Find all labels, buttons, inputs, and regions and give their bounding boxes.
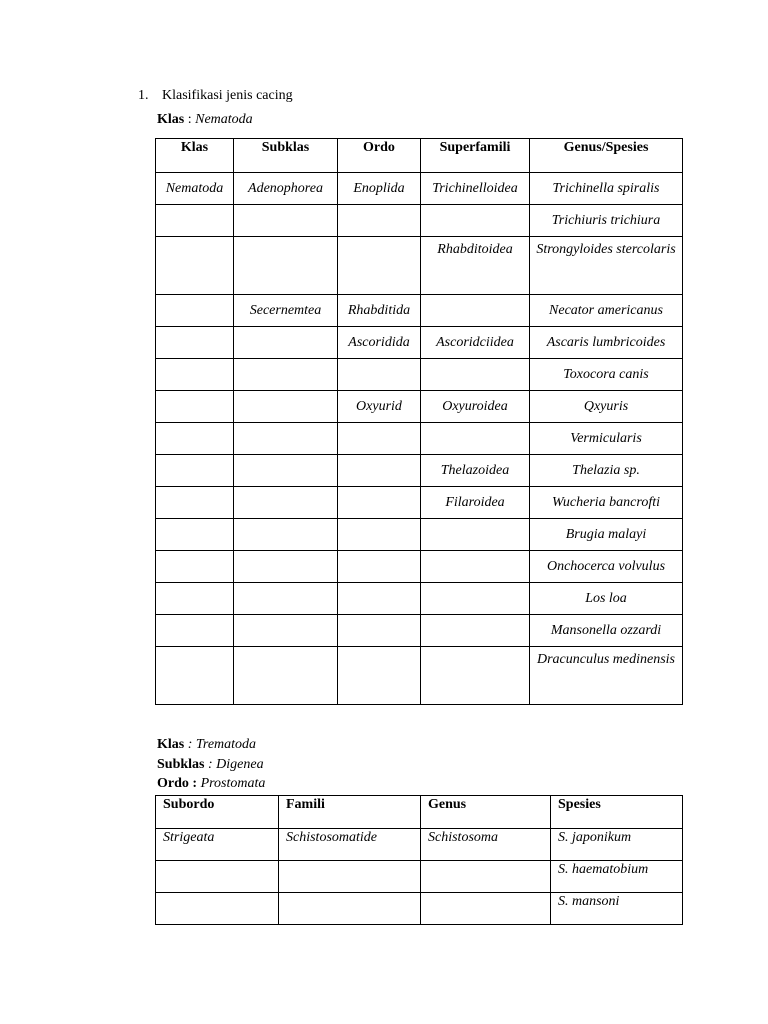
table-cell — [421, 893, 551, 925]
table-row — [156, 237, 683, 295]
table-cell: Los loa — [530, 583, 683, 615]
table-cell: Thelazoidea — [421, 455, 530, 487]
table-cell — [234, 615, 338, 647]
table-cell — [156, 391, 234, 423]
table-cell — [234, 237, 338, 295]
table-cell — [338, 237, 421, 295]
table-cell — [421, 359, 530, 391]
table-cell — [156, 861, 279, 893]
table-cell — [338, 455, 421, 487]
table-cell — [421, 583, 530, 615]
table-cell: Filaroidea — [421, 487, 530, 519]
table-cell: Schistosomatide — [279, 829, 421, 861]
section-heading — [138, 87, 293, 105]
table-cell — [234, 391, 338, 423]
table-cell: Adenophorea — [234, 173, 338, 205]
table-cell: S. japonikum — [551, 829, 683, 861]
table-cell — [156, 205, 234, 237]
subklas-value: : Digenea — [207, 757, 264, 772]
table-row — [156, 551, 683, 583]
table-cell: Oxyurid — [338, 391, 421, 423]
table-cell: Wucheria bancrofti — [530, 487, 683, 519]
table-cell: Vermicularis — [530, 423, 683, 455]
table-cell: Rhabditoidea — [421, 237, 530, 295]
column-header: Spesies — [551, 796, 683, 829]
table-cell: Ascoridciidea — [421, 327, 530, 359]
table-row — [156, 829, 683, 861]
table-cell — [156, 583, 234, 615]
table-row — [156, 327, 683, 359]
column-header: Klas — [156, 139, 234, 173]
table-cell: Oxyuroidea — [421, 391, 530, 423]
table-cell — [156, 295, 234, 327]
table-cell: Trichinella spiralis — [530, 173, 683, 205]
column-header: Famili — [279, 796, 421, 829]
table-cell: Onchocerca volvulus — [530, 551, 683, 583]
table-row — [156, 861, 683, 893]
table-cell: Ascoridida — [338, 327, 421, 359]
table-cell — [156, 551, 234, 583]
table-cell — [279, 893, 421, 925]
table-row — [156, 205, 683, 237]
table-row — [156, 615, 683, 647]
table-cell — [234, 423, 338, 455]
table-cell — [421, 551, 530, 583]
table-cell — [234, 359, 338, 391]
table-cell — [156, 893, 279, 925]
table-cell: Thelazia sp. — [530, 455, 683, 487]
table-header-row — [156, 139, 683, 173]
table-cell — [338, 487, 421, 519]
klas-label-2: Klas — [157, 737, 185, 752]
table-cell: Trichinelloidea — [421, 173, 530, 205]
table-cell: Dracunculus medinensis — [530, 647, 683, 705]
table-cell: Enoplida — [338, 173, 421, 205]
table-cell — [156, 327, 234, 359]
table-cell: Necator americanus — [530, 295, 683, 327]
table-cell — [234, 647, 338, 705]
table-cell — [338, 583, 421, 615]
table-cell — [156, 423, 234, 455]
klas-line-1: Klas : Nematoda — [157, 112, 253, 127]
table-row — [156, 583, 683, 615]
trematoda-table — [155, 795, 683, 925]
table-row — [156, 647, 683, 705]
table-cell: Secernemtea — [234, 295, 338, 327]
table-cell: Schistosoma — [421, 829, 551, 861]
table-cell — [338, 359, 421, 391]
table-cell — [421, 519, 530, 551]
table-cell — [338, 423, 421, 455]
table-cell — [421, 861, 551, 893]
table-cell: S. mansoni — [551, 893, 683, 925]
table-cell: Toxocora canis — [530, 359, 683, 391]
table-cell — [338, 615, 421, 647]
ordo-label: Ordo : — [157, 776, 198, 791]
table-row — [156, 487, 683, 519]
section-title: Klasifikasi jenis cacing — [162, 88, 293, 103]
table-cell — [421, 295, 530, 327]
table-cell — [421, 423, 530, 455]
table-cell — [234, 519, 338, 551]
subklas-label: Subklas — [157, 757, 205, 772]
table-cell: Brugia malayi — [530, 519, 683, 551]
table-cell — [234, 455, 338, 487]
column-header: Genus — [421, 796, 551, 829]
table-row — [156, 455, 683, 487]
table-cell — [421, 647, 530, 705]
table-cell — [338, 647, 421, 705]
table-cell — [234, 551, 338, 583]
table-cell — [421, 615, 530, 647]
column-header: Superfamili — [421, 139, 530, 173]
column-header: Subordo — [156, 796, 279, 829]
table-cell — [156, 487, 234, 519]
table-cell — [279, 861, 421, 893]
table-row — [156, 391, 683, 423]
column-header: Genus/Spesies — [530, 139, 683, 173]
table-cell — [156, 455, 234, 487]
column-header: Subklas — [234, 139, 338, 173]
table-cell: Trichiuris trichiura — [530, 205, 683, 237]
table-row — [156, 519, 683, 551]
table-cell — [234, 205, 338, 237]
table-row — [156, 423, 683, 455]
table-cell — [234, 327, 338, 359]
table-cell — [156, 647, 234, 705]
subklas-line — [157, 756, 264, 774]
table-cell: Strigeata — [156, 829, 279, 861]
table-cell — [338, 551, 421, 583]
table-cell: Mansonella ozzardi — [530, 615, 683, 647]
ordo-line — [157, 775, 265, 793]
section-number: 1. — [138, 88, 149, 103]
table-cell: S. haematobium — [551, 861, 683, 893]
table-cell — [234, 583, 338, 615]
klas-line-2 — [157, 736, 256, 754]
table-cell — [338, 519, 421, 551]
table-row — [156, 295, 683, 327]
table-cell: Strongyloides stercolaris — [530, 237, 683, 295]
klas-value: Nematoda — [195, 112, 253, 127]
table-header-row — [156, 796, 683, 829]
table-cell — [234, 487, 338, 519]
table-cell: Rhabditida — [338, 295, 421, 327]
ordo-value: Prostomata — [200, 776, 266, 791]
table-row — [156, 893, 683, 925]
table-cell: Ascaris lumbricoides — [530, 327, 683, 359]
table-cell: Qxyuris — [530, 391, 683, 423]
table-cell — [156, 237, 234, 295]
table-cell: Nematoda — [156, 173, 234, 205]
klas-label: Klas — [157, 112, 185, 127]
table-row — [156, 173, 683, 205]
table-cell — [156, 615, 234, 647]
table-cell — [156, 359, 234, 391]
table-row — [156, 359, 683, 391]
table-cell — [421, 205, 530, 237]
table-cell — [156, 519, 234, 551]
table-cell — [338, 205, 421, 237]
column-header: Ordo — [338, 139, 421, 173]
klas-value-2: : Trematoda — [187, 737, 257, 752]
nematoda-table — [155, 138, 683, 705]
